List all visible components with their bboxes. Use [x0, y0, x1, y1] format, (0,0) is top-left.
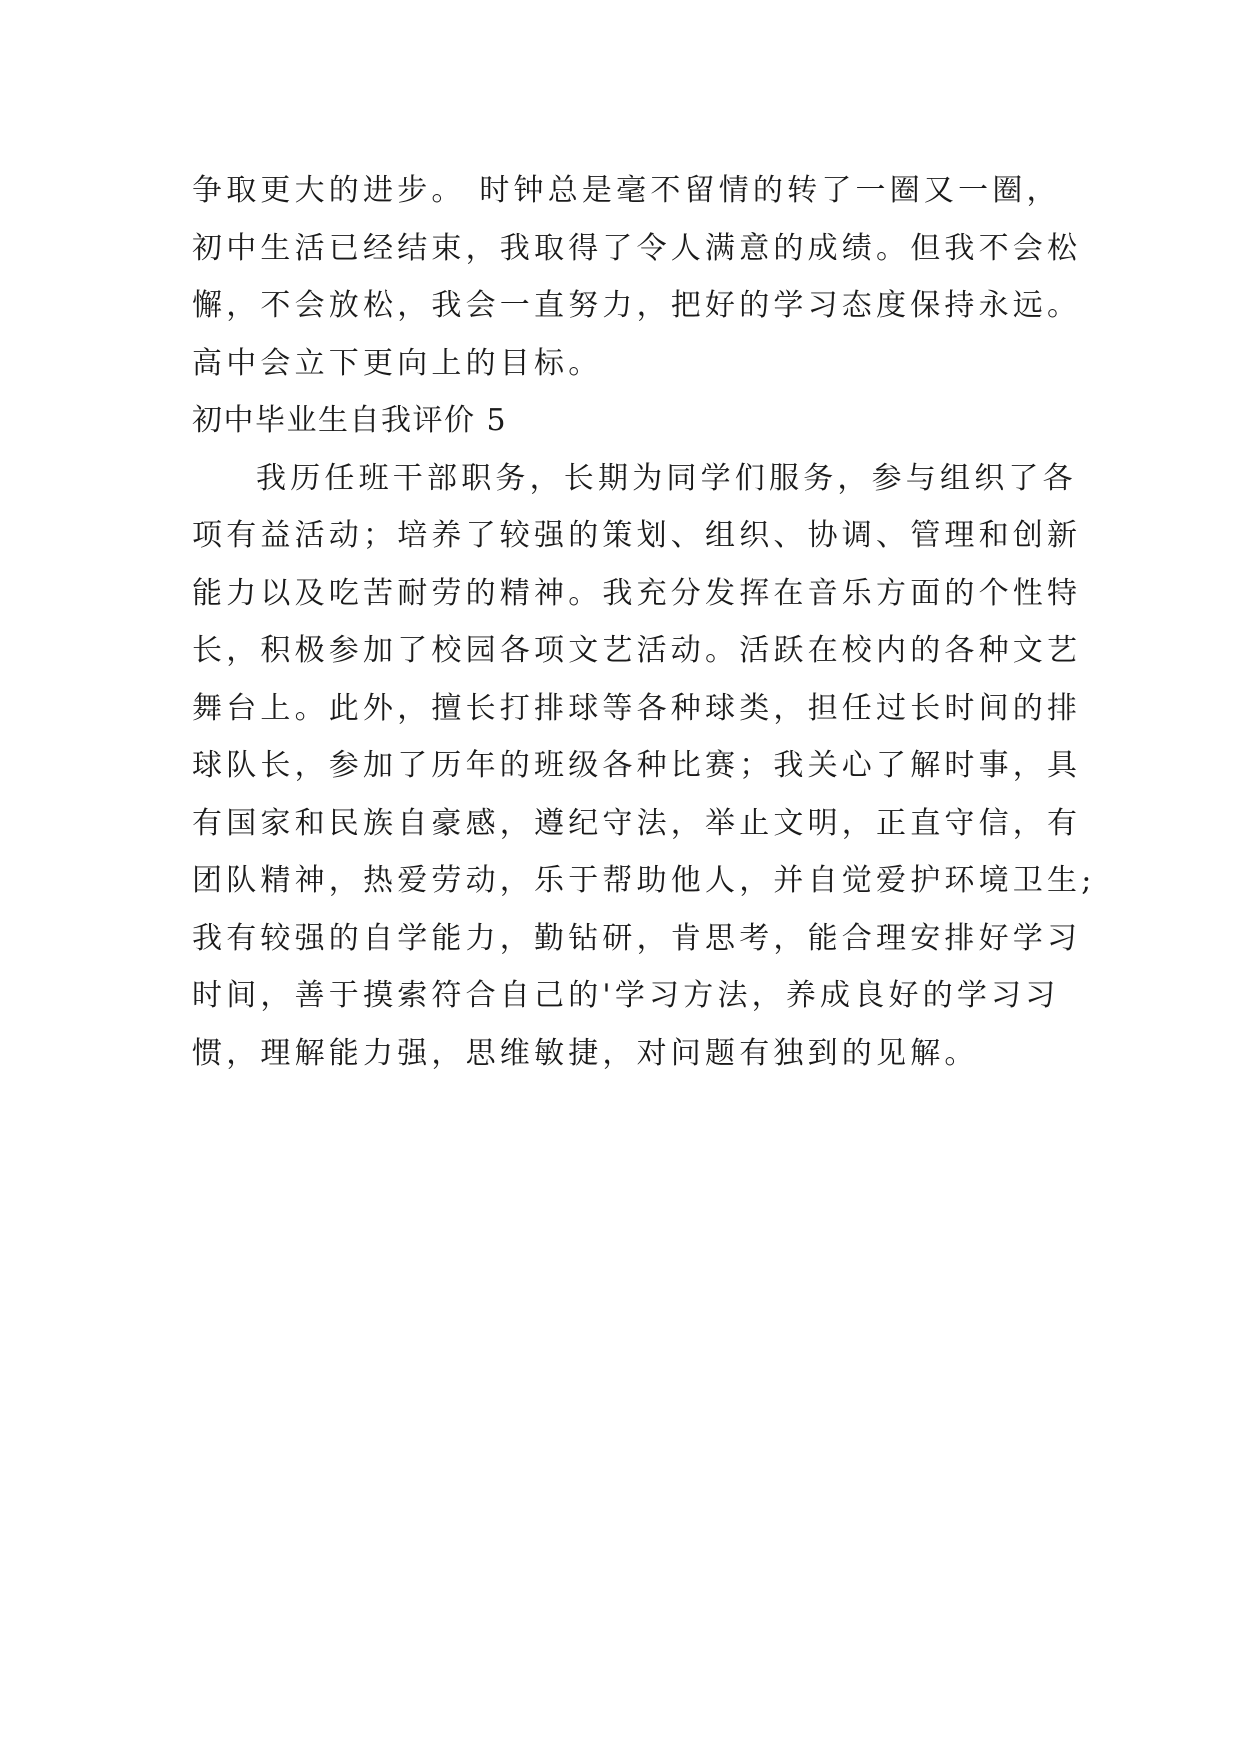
section-line-10: 时间，善于摸索符合自己的'学习方法，养成良好的学习习: [192, 978, 1060, 1013]
body-line-4: 高中会立下更向上的目标。: [192, 345, 603, 381]
section-line-8: 团队精神，热爱劳动，乐于帮助他人，并自觉爱护环境卫生;: [192, 863, 1096, 898]
section-line-2: 项有益活动；培养了较强的策划、组织、协调、管理和创新: [192, 518, 1082, 553]
section-line-5: 舞台上。此外，擅长打排球等各种球类，担任过长时间的排: [192, 690, 1082, 726]
section-line-9: 我有较强的自学能力，勤钻研，肯思考，能合理安排好学习: [192, 920, 1082, 956]
section-line-3: 能力以及吃苦耐劳的精神。我充分发挥在音乐方面的个性特: [192, 575, 1082, 611]
document-body: [192, 162, 1096, 1082]
body-line-2: 初中生活已经结束，我取得了令人满意的成绩。但我不会松: [192, 230, 1082, 266]
section-line-7: 有国家和民族自豪感，遵纪守法，举止文明，正直守信，有: [192, 805, 1082, 841]
section-line-11: 惯，理解能力强，思维敏捷，对问题有独到的见解。: [192, 1035, 979, 1071]
section-line-6: 球队长，参加了历年的班级各种比赛；我关心了解时事，具: [192, 748, 1082, 783]
body-line-1: 争取更大的进步。 时钟总是毫不留情的转了一圈又一圈，: [192, 173, 1061, 208]
section-heading: 初中毕业生自我评价 5: [192, 403, 508, 438]
section-line-4: 长，积极参加了校园各项文艺活动。活跃在校内的各种文艺: [192, 633, 1082, 668]
body-line-3: 懈，不会放松，我会一直努力，把好的学习态度保持永远。: [192, 288, 1082, 323]
section-line-1: 我历任班干部职务，长期为同学们服务，参与组织了各: [256, 460, 1077, 496]
